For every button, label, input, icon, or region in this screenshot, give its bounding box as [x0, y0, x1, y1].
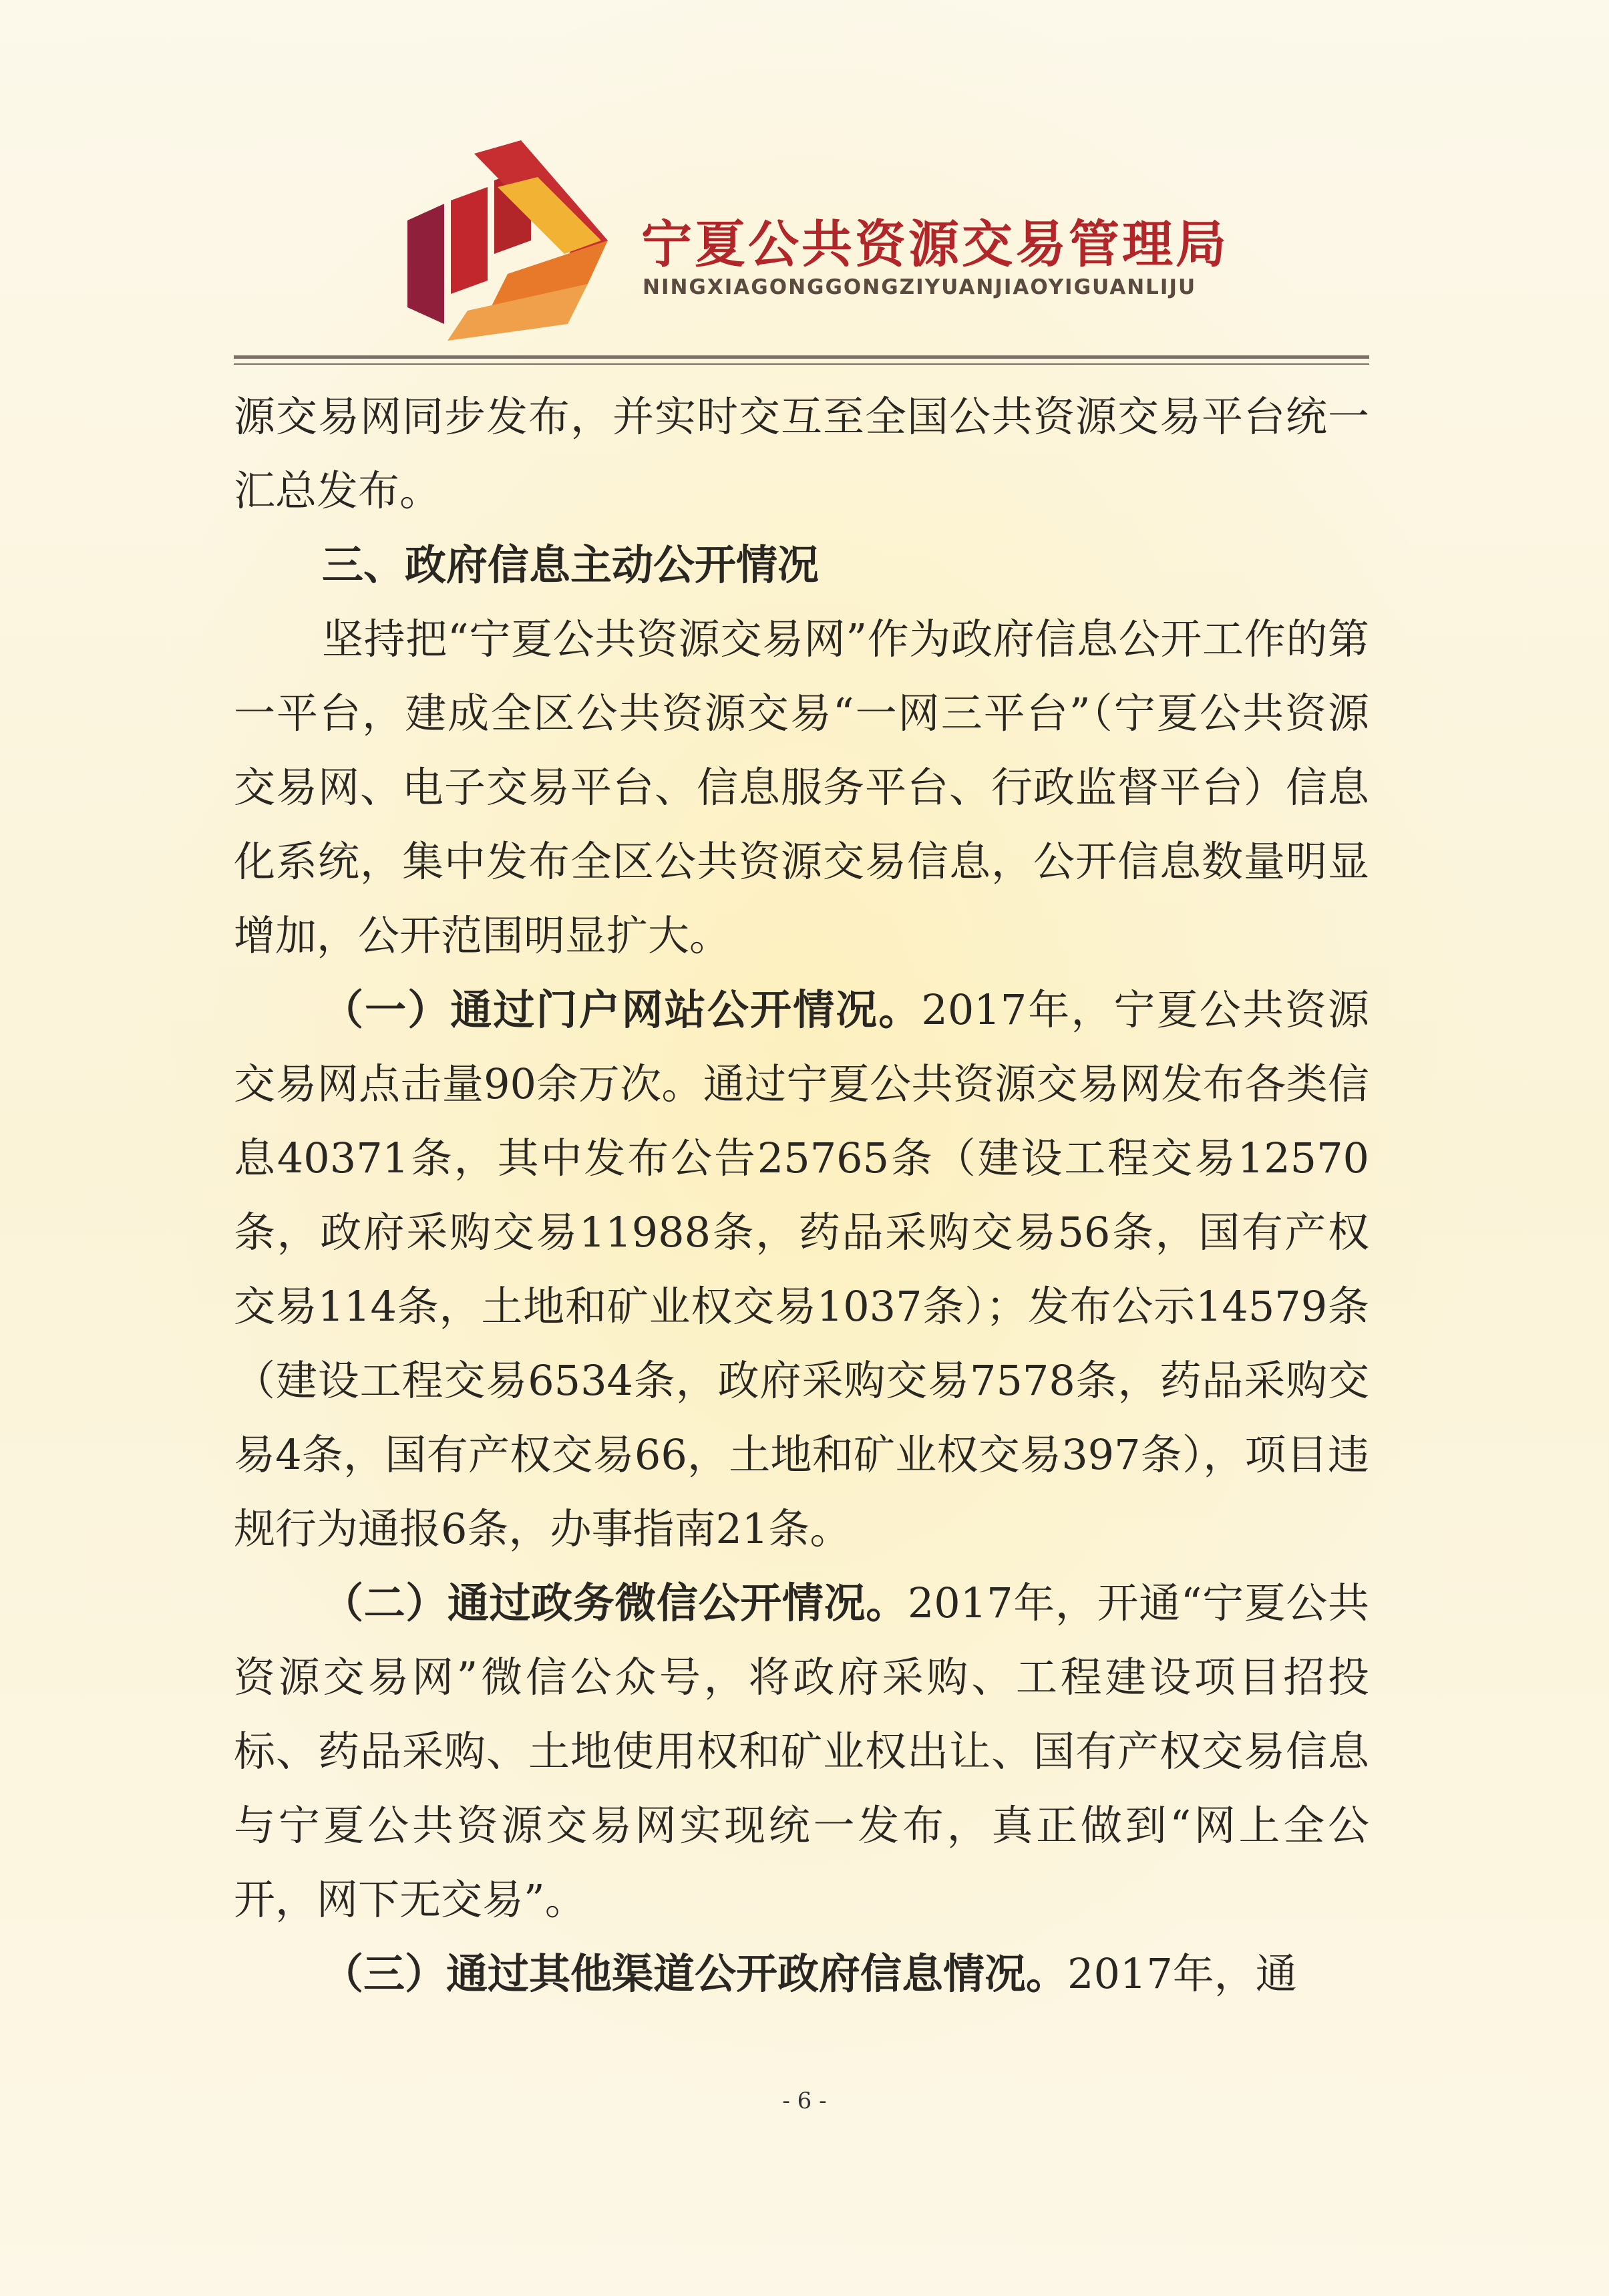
paragraph-continued: 源交易网同步发布，并实时交互至全国公共资源交易平台统一汇总发布。	[234, 392, 1369, 515]
subsection-heading: （三）通过其他渠道公开政府信息情况。	[322, 1949, 1068, 1998]
header-divider-thin	[234, 363, 1369, 365]
paragraph-text: 2017年，宁夏公共资源交易网点击量90余万次。通过宁夏公共资源交易网发布各类信息40371条，其中发布公告25765条（建设工程交易12570条，政府采购交易11988条，药品采购交易56条，国有产权交易114条，土地和矿业权交易1037条）；发布公示14579条（建设工程交易6534条，政府采购交易7578条，药品采购交易4条，国有产权交易66，土地和矿业权交易397条），项目违规行为通报6条，办事指南21条。	[234, 985, 1369, 1553]
subsection-heading: （一）通过门户网站公开情况。	[322, 985, 922, 1034]
paragraph-text: 2017年，通	[1067, 1949, 1297, 1998]
organization-name-en: NINGXIAGONGGONGZIYUANJIAOYIGUANLIJU	[643, 275, 1197, 299]
organization-name-cn: 宁夏公共资源交易管理局	[641, 214, 1229, 274]
subsection-heading: （二）通过政务微信公开情况。	[322, 1579, 908, 1627]
section-heading: 三、政府信息主动公开情况	[322, 540, 820, 589]
letterhead	[407, 140, 1276, 341]
header-divider-thick	[234, 355, 1369, 359]
paragraph-text: 2017年，开通“宁夏公共资源交易网”微信公众号，将政府采购、工程建设项目招投标、药品采购、土地使用权和矿业权出让、国有产权交易信息与宁夏公共资源交易网实现统一发布，真正做到“网上全公开，网下无交易”。	[234, 1579, 1369, 1924]
paragraph: 坚持把“宁夏公共资源交易网”作为政府信息公开工作的第一平台，建成全区公共资源交易“一网三平台”（宁夏公共资源交易网、电子交易平台、信息服务平台、行政监督平台）信息化系统，集中发布全区公共资源交易信息，公开信息数量明显增加，公开范围明显扩大。	[234, 615, 1369, 960]
document-body	[234, 379, 1369, 2011]
paragraph	[234, 973, 1369, 1566]
paragraph	[234, 1566, 1369, 1937]
organization-logo-icon	[407, 140, 614, 341]
paragraph	[234, 1937, 1369, 2011]
page-number: - 6 -	[782, 2088, 827, 2114]
